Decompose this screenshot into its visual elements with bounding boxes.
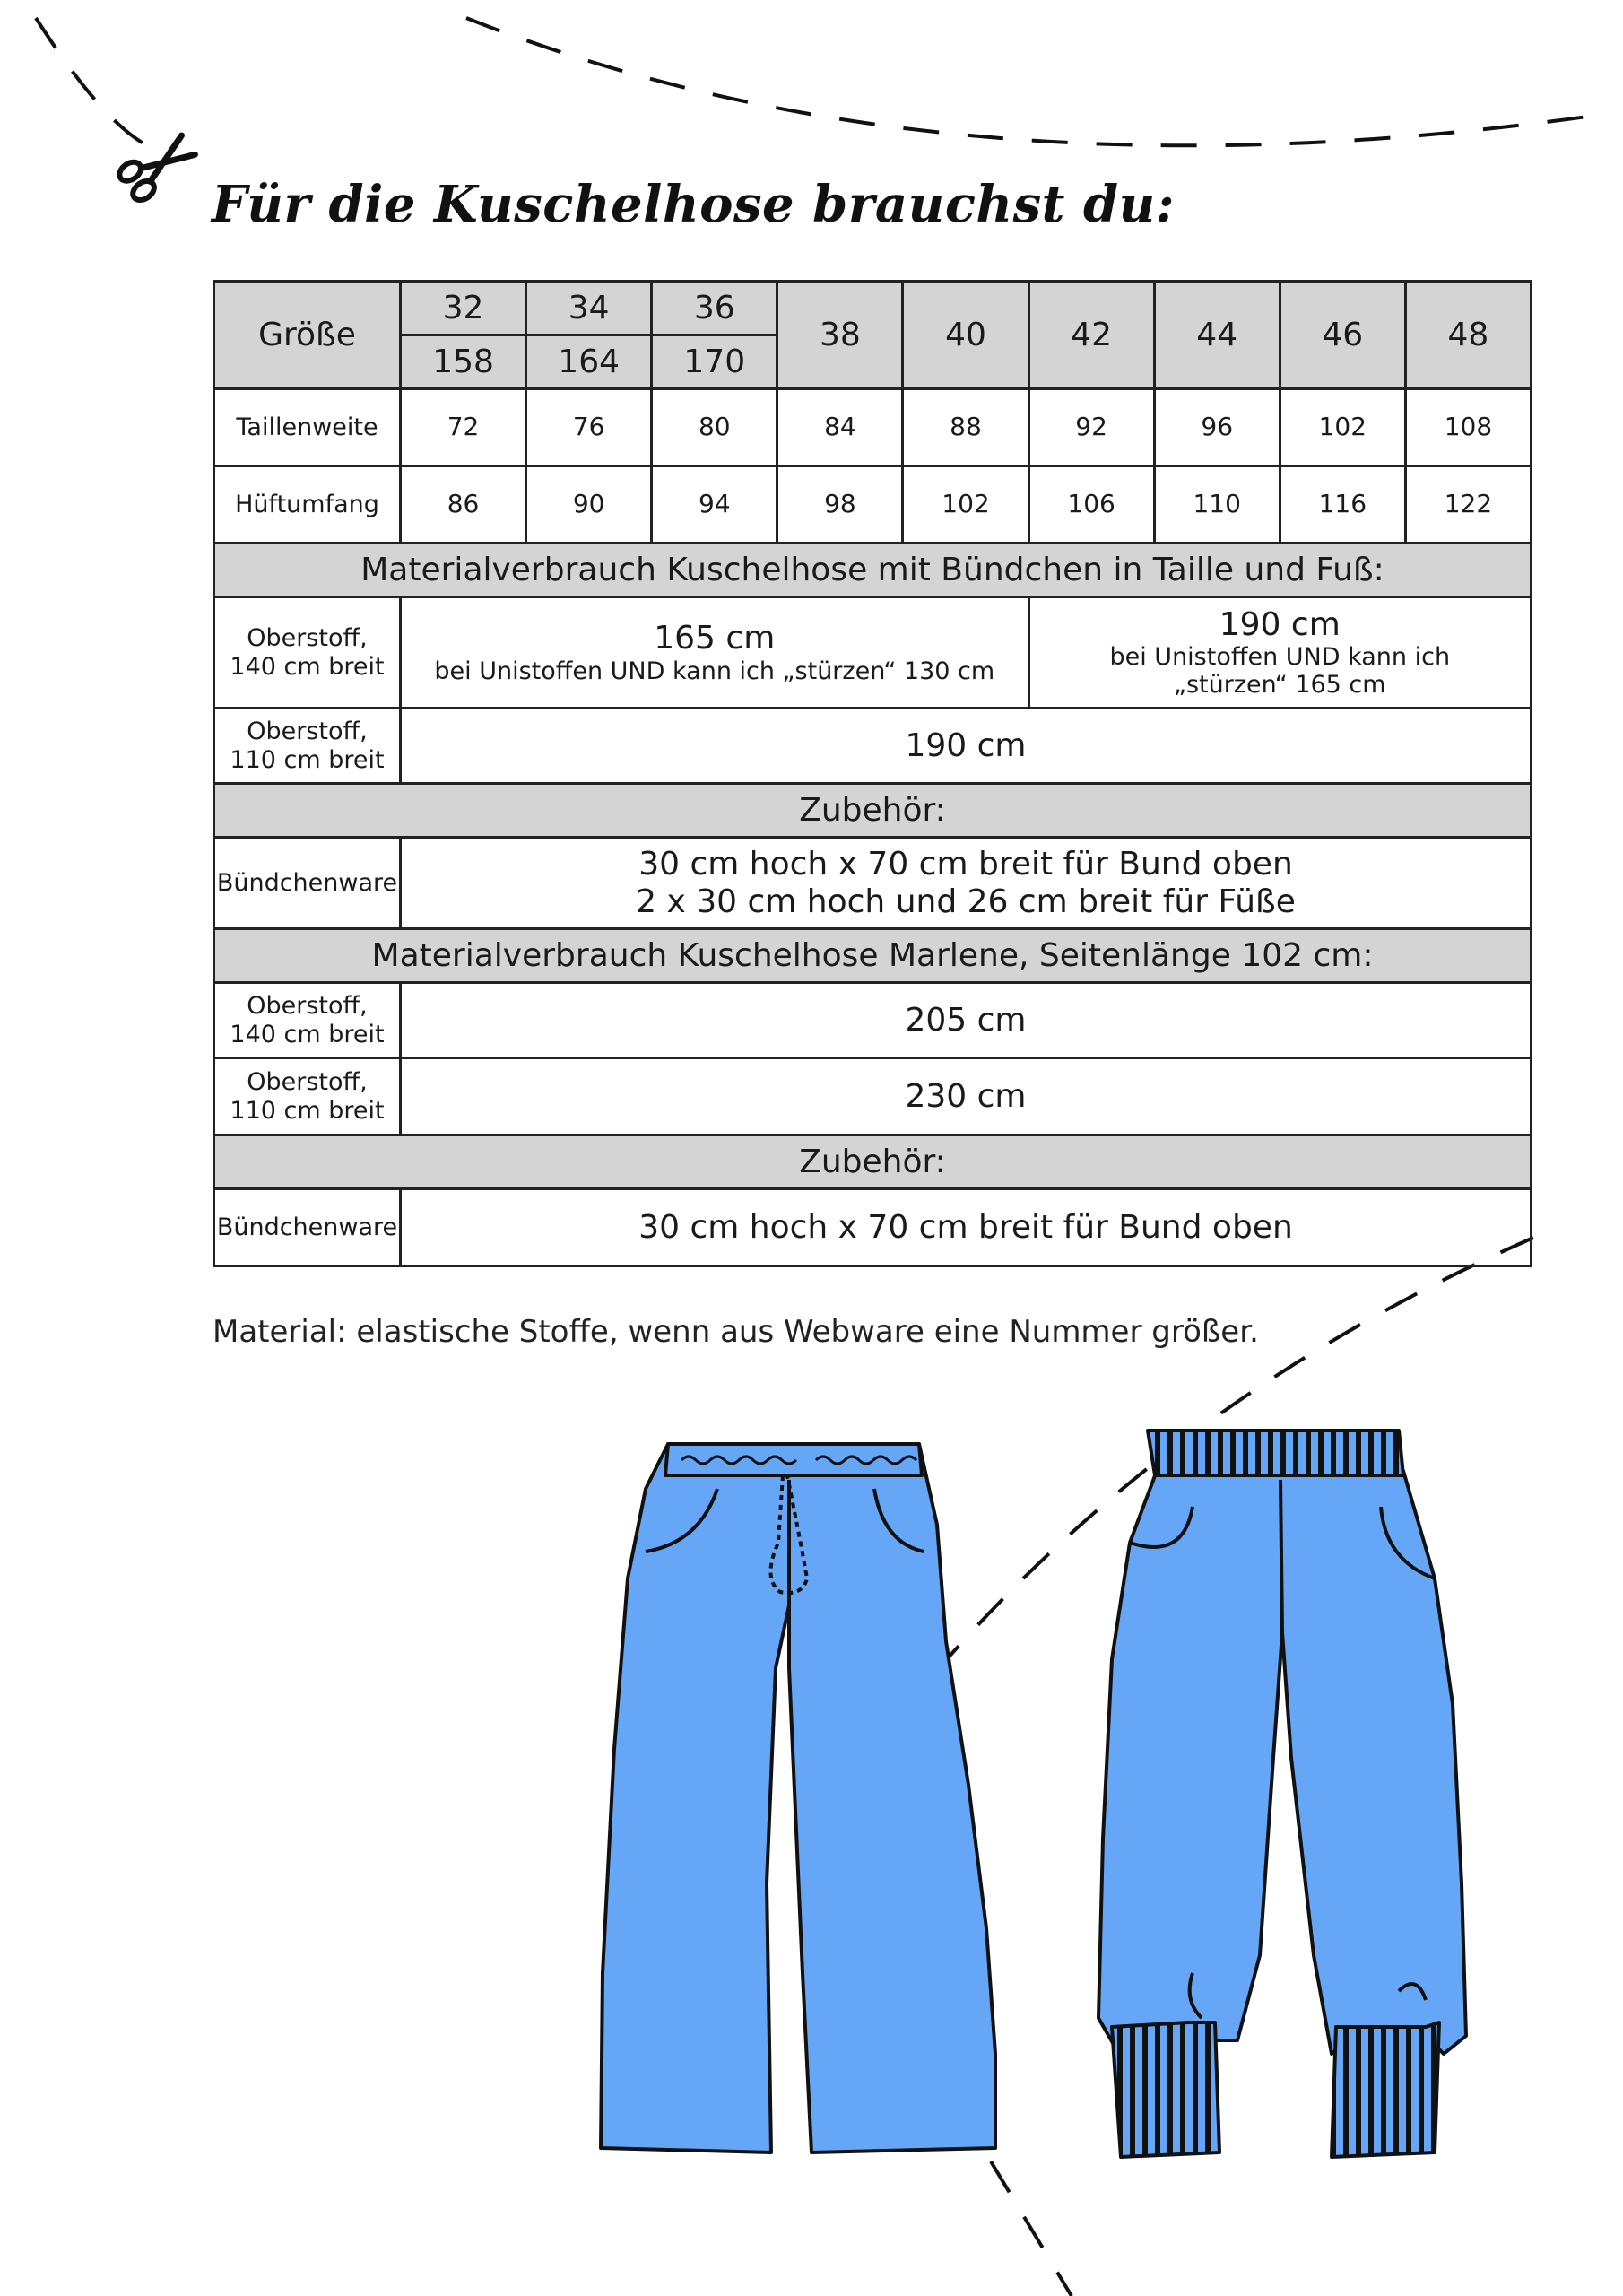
fabric-amount-large-sizes: 190 cm bei Unistoffen UND kann ich „stürzen“ 165 cm: [1028, 597, 1531, 709]
row-label-fabric-110: Oberstoff, 110 cm breit: [214, 1058, 401, 1135]
value-cell: 98: [777, 466, 903, 544]
value-cell: 106: [1028, 466, 1154, 544]
row-label-ribbing: Bündchenware: [214, 838, 401, 929]
section-heading: Materialverbrauch Kuschelhose Marlene, Seitenlänge 102 cm:: [214, 929, 1532, 983]
value-cell: 86: [401, 466, 526, 544]
row-label-waist: Taillenweite: [214, 389, 401, 466]
row-label-fabric-140: Oberstoff, 140 cm breit: [214, 597, 401, 709]
size-cell: 46: [1280, 282, 1405, 389]
section-heading: Materialverbrauch Kuschelhose mit Bündchen in Taille und Fuß:: [214, 544, 1532, 597]
value-cell: 102: [1280, 389, 1405, 466]
size-cell: 40: [903, 282, 1028, 389]
value-cell: 88: [903, 389, 1028, 466]
value-cell: 110: [1154, 466, 1280, 544]
size-cell: 42: [1028, 282, 1154, 389]
size-cell: 44: [1154, 282, 1280, 389]
value-cell: 116: [1280, 466, 1405, 544]
size-cell: 170: [652, 335, 777, 389]
row-label-ribbing: Bündchenware: [214, 1189, 401, 1266]
fabric-amount-small-sizes: 165 cm bei Unistoffen UND kann ich „stürzen“ 130 cm: [401, 597, 1029, 709]
size-cell: 164: [526, 335, 652, 389]
ribbing-amount: 30 cm hoch x 70 cm breit für Bund oben: [401, 1189, 1532, 1266]
value-cell: 96: [1154, 389, 1280, 466]
size-cell: 36: [652, 282, 777, 335]
value-cell: 72: [401, 389, 526, 466]
size-label: Größe: [214, 282, 401, 389]
cuffed-pants-drawing: [1098, 1431, 1466, 2157]
fabric-amount: 205 cm: [401, 983, 1532, 1058]
row-label-fabric-110: Oberstoff, 110 cm breit: [214, 709, 401, 784]
size-cell: 32: [401, 282, 526, 335]
row-label-fabric-140: Oberstoff, 140 cm breit: [214, 983, 401, 1058]
material-note: Material: elastische Stoffe, wenn aus Webware eine Nummer größer.: [213, 1314, 1259, 1350]
fabric-amount: 190 cm: [401, 709, 1532, 784]
value-cell: 80: [652, 389, 777, 466]
size-cell: 48: [1405, 282, 1531, 389]
value-cell: 76: [526, 389, 652, 466]
value-cell: 108: [1405, 389, 1531, 466]
size-cell: 34: [526, 282, 652, 335]
size-cell: 158: [401, 335, 526, 389]
value-cell: 84: [777, 389, 903, 466]
page-title: Für die Kuschelhose brauchst du:: [212, 175, 1176, 234]
fabric-amount: 230 cm: [401, 1058, 1532, 1135]
value-cell: 94: [652, 466, 777, 544]
marlene-pants-drawing: [601, 1444, 995, 2152]
section-heading: Zubehör:: [214, 784, 1532, 838]
size-cell: 38: [777, 282, 903, 389]
value-cell: 90: [526, 466, 652, 544]
row-label-hip: Hüftumfang: [214, 466, 401, 544]
ribbing-amount: 30 cm hoch x 70 cm breit für Bund oben 2 x 30 cm hoch und 26 cm breit für Füße: [401, 838, 1532, 929]
value-cell: 102: [903, 466, 1028, 544]
section-heading: Zubehör:: [214, 1135, 1532, 1189]
value-cell: 122: [1405, 466, 1531, 544]
value-cell: 92: [1028, 389, 1154, 466]
